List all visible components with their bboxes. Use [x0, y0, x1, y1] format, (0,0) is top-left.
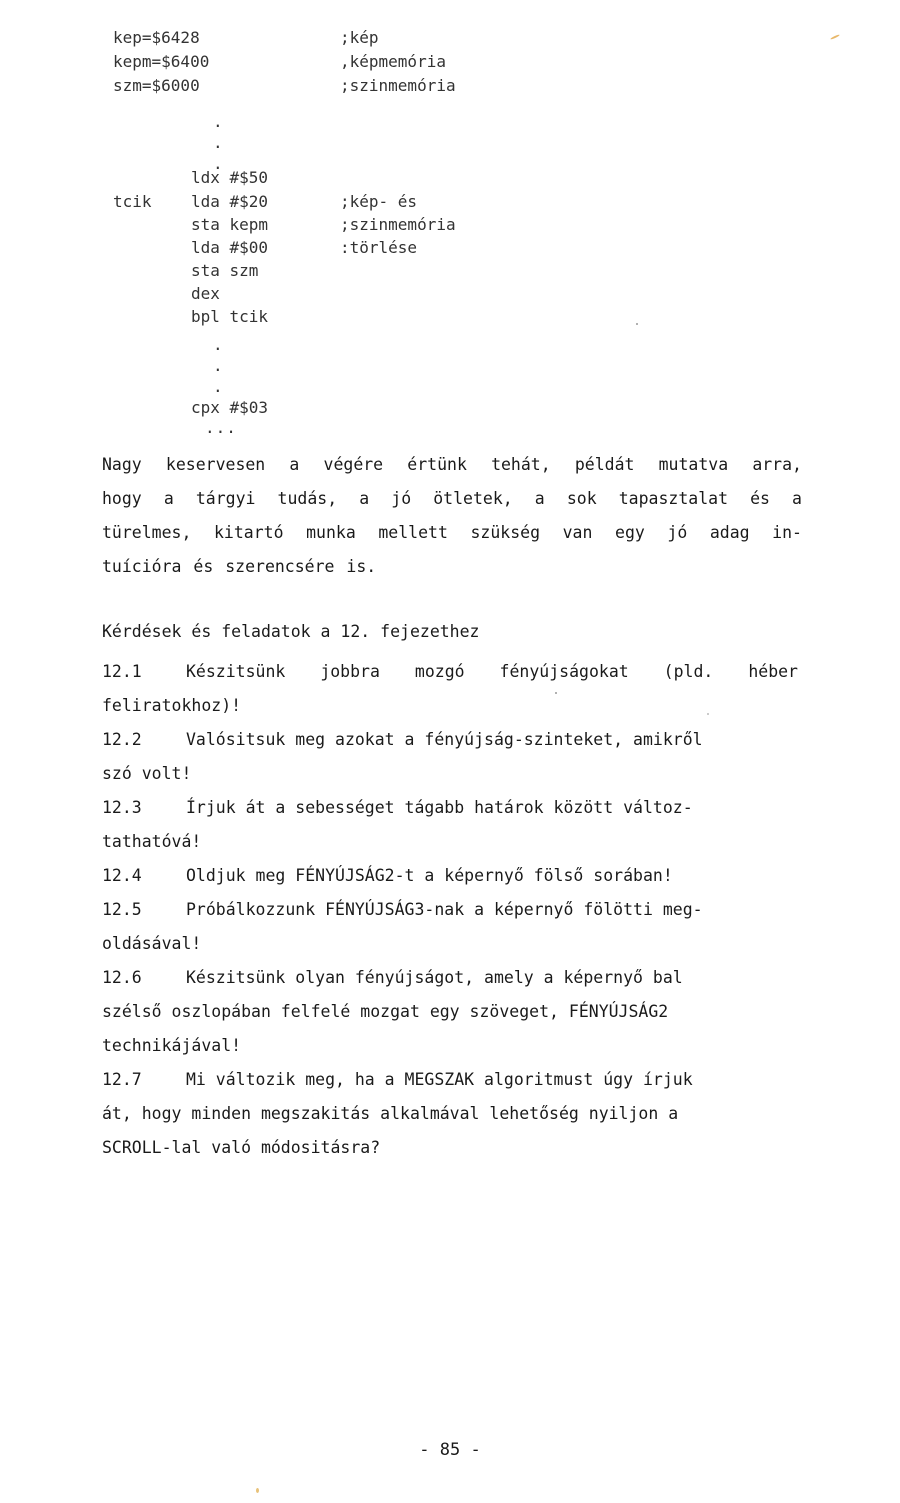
- question-text: SCROLL-lal való módositásra?: [102, 1138, 381, 1157]
- scan-speck: [636, 323, 638, 325]
- code-ellipsis: ...: [205, 418, 237, 437]
- question-text: Készitsünk jobbra mozgó fényújságokat (pld. héber: [186, 662, 798, 681]
- code-instruction: bpl tcik: [191, 307, 269, 326]
- question-text: oldásával!: [102, 934, 202, 953]
- question-item: [102, 791, 798, 859]
- paragraph-line: Nagy keservesen a végére értünk tehát, példát mutatva arra,: [102, 455, 802, 474]
- question-text: feliratokhoz)!: [102, 696, 242, 715]
- code-def-kepm: kepm=$6400: [113, 52, 210, 71]
- question-number: 12.6: [102, 968, 142, 987]
- questions-heading: Kérdések és feladatok a 12. fejezethez: [102, 622, 480, 641]
- question-text: technikájával!: [102, 1036, 242, 1055]
- code-ellipsis-dot: .: [213, 154, 223, 173]
- question-text: szó volt!: [102, 764, 192, 783]
- code-ellipsis-dot: .: [213, 356, 223, 375]
- question-number: 12.5: [102, 900, 142, 919]
- question-number: 12.2: [102, 730, 142, 749]
- code-comment-szm: ;szinmemória: [340, 76, 456, 95]
- code-instruction: cpx #$03: [191, 398, 269, 417]
- code-comment: ;kép- és: [340, 192, 418, 211]
- code-ellipsis-dot: .: [213, 133, 223, 152]
- question-number: 12.3: [102, 798, 142, 817]
- question-item: [102, 859, 798, 893]
- scan-speck: [555, 692, 557, 694]
- question-text: tathatóvá!: [102, 832, 202, 851]
- code-instruction: dex: [191, 284, 220, 303]
- question-text: Próbálkozzunk FÉNYÚJSÁG3-nak a képernyő fölötti meg-: [186, 900, 703, 919]
- question-item: [102, 723, 798, 791]
- code-def-kep: kep=$6428: [113, 28, 200, 47]
- question-number: 12.1: [102, 662, 142, 681]
- question-item: [102, 655, 798, 723]
- question-text: Írjuk át a sebességet tágabb határok között változ-: [186, 798, 693, 817]
- question-text: át, hogy minden megszakitás alkalmával lehetőség nyiljon a: [102, 1104, 679, 1123]
- code-instruction: sta szm: [191, 261, 259, 280]
- question-text: Valósitsuk meg azokat a fényújság-szinteket, amikről: [186, 730, 703, 749]
- code-instruction: lda #$00: [191, 238, 269, 257]
- question-number: 12.4: [102, 866, 142, 885]
- paragraph-line: türelmes, kitartó munka mellett szükség van egy jó adag in-: [102, 523, 802, 542]
- code-ellipsis-dot: .: [213, 377, 223, 396]
- assembly-code-listing: [0, 0, 900, 437]
- scan-speck: [256, 1488, 259, 1493]
- code-comment-kep: ;kép: [340, 28, 379, 47]
- code-comment: :törlése: [340, 238, 418, 257]
- code-instruction: lda #$20: [191, 192, 269, 211]
- question-item: [102, 1063, 798, 1165]
- code-comment-kepm: ,képmemória: [340, 52, 446, 71]
- code-label-tcik: tcik: [113, 192, 152, 211]
- question-text: Mi változik meg, ha a MEGSZAK algoritmust úgy írjuk: [186, 1070, 693, 1089]
- question-text: szélső oszlopában felfelé mozgat egy szöveget, FÉNYÚJSÁG2: [102, 1002, 669, 1021]
- code-ellipsis-dot: .: [213, 112, 223, 131]
- body-paragraph: [102, 448, 802, 584]
- question-text: Oldjuk meg FÉNYÚJSÁG2-t a képernyő fölső sorában!: [186, 866, 673, 885]
- code-instruction: sta kepm: [191, 215, 269, 234]
- question-item: [102, 961, 798, 1063]
- question-text: Készitsünk olyan fényújságot, amely a képernyő bal: [186, 968, 683, 987]
- questions-list: [102, 655, 798, 1165]
- paragraph-line: hogy a tárgyi tudás, a jó ötletek, a sok tapasztalat és a: [102, 489, 802, 508]
- question-number: 12.7: [102, 1070, 142, 1089]
- paragraph-line: tuícióra és szerencsére is.: [102, 557, 377, 576]
- code-def-szm: szm=$6000: [113, 76, 200, 95]
- page-number: - 85 -: [419, 1440, 481, 1460]
- scan-speck: [707, 713, 709, 715]
- question-item: [102, 893, 798, 961]
- code-comment: ;szinmemória: [340, 215, 456, 234]
- code-instruction: ldx #$50: [191, 168, 269, 187]
- code-ellipsis-dot: .: [213, 335, 223, 354]
